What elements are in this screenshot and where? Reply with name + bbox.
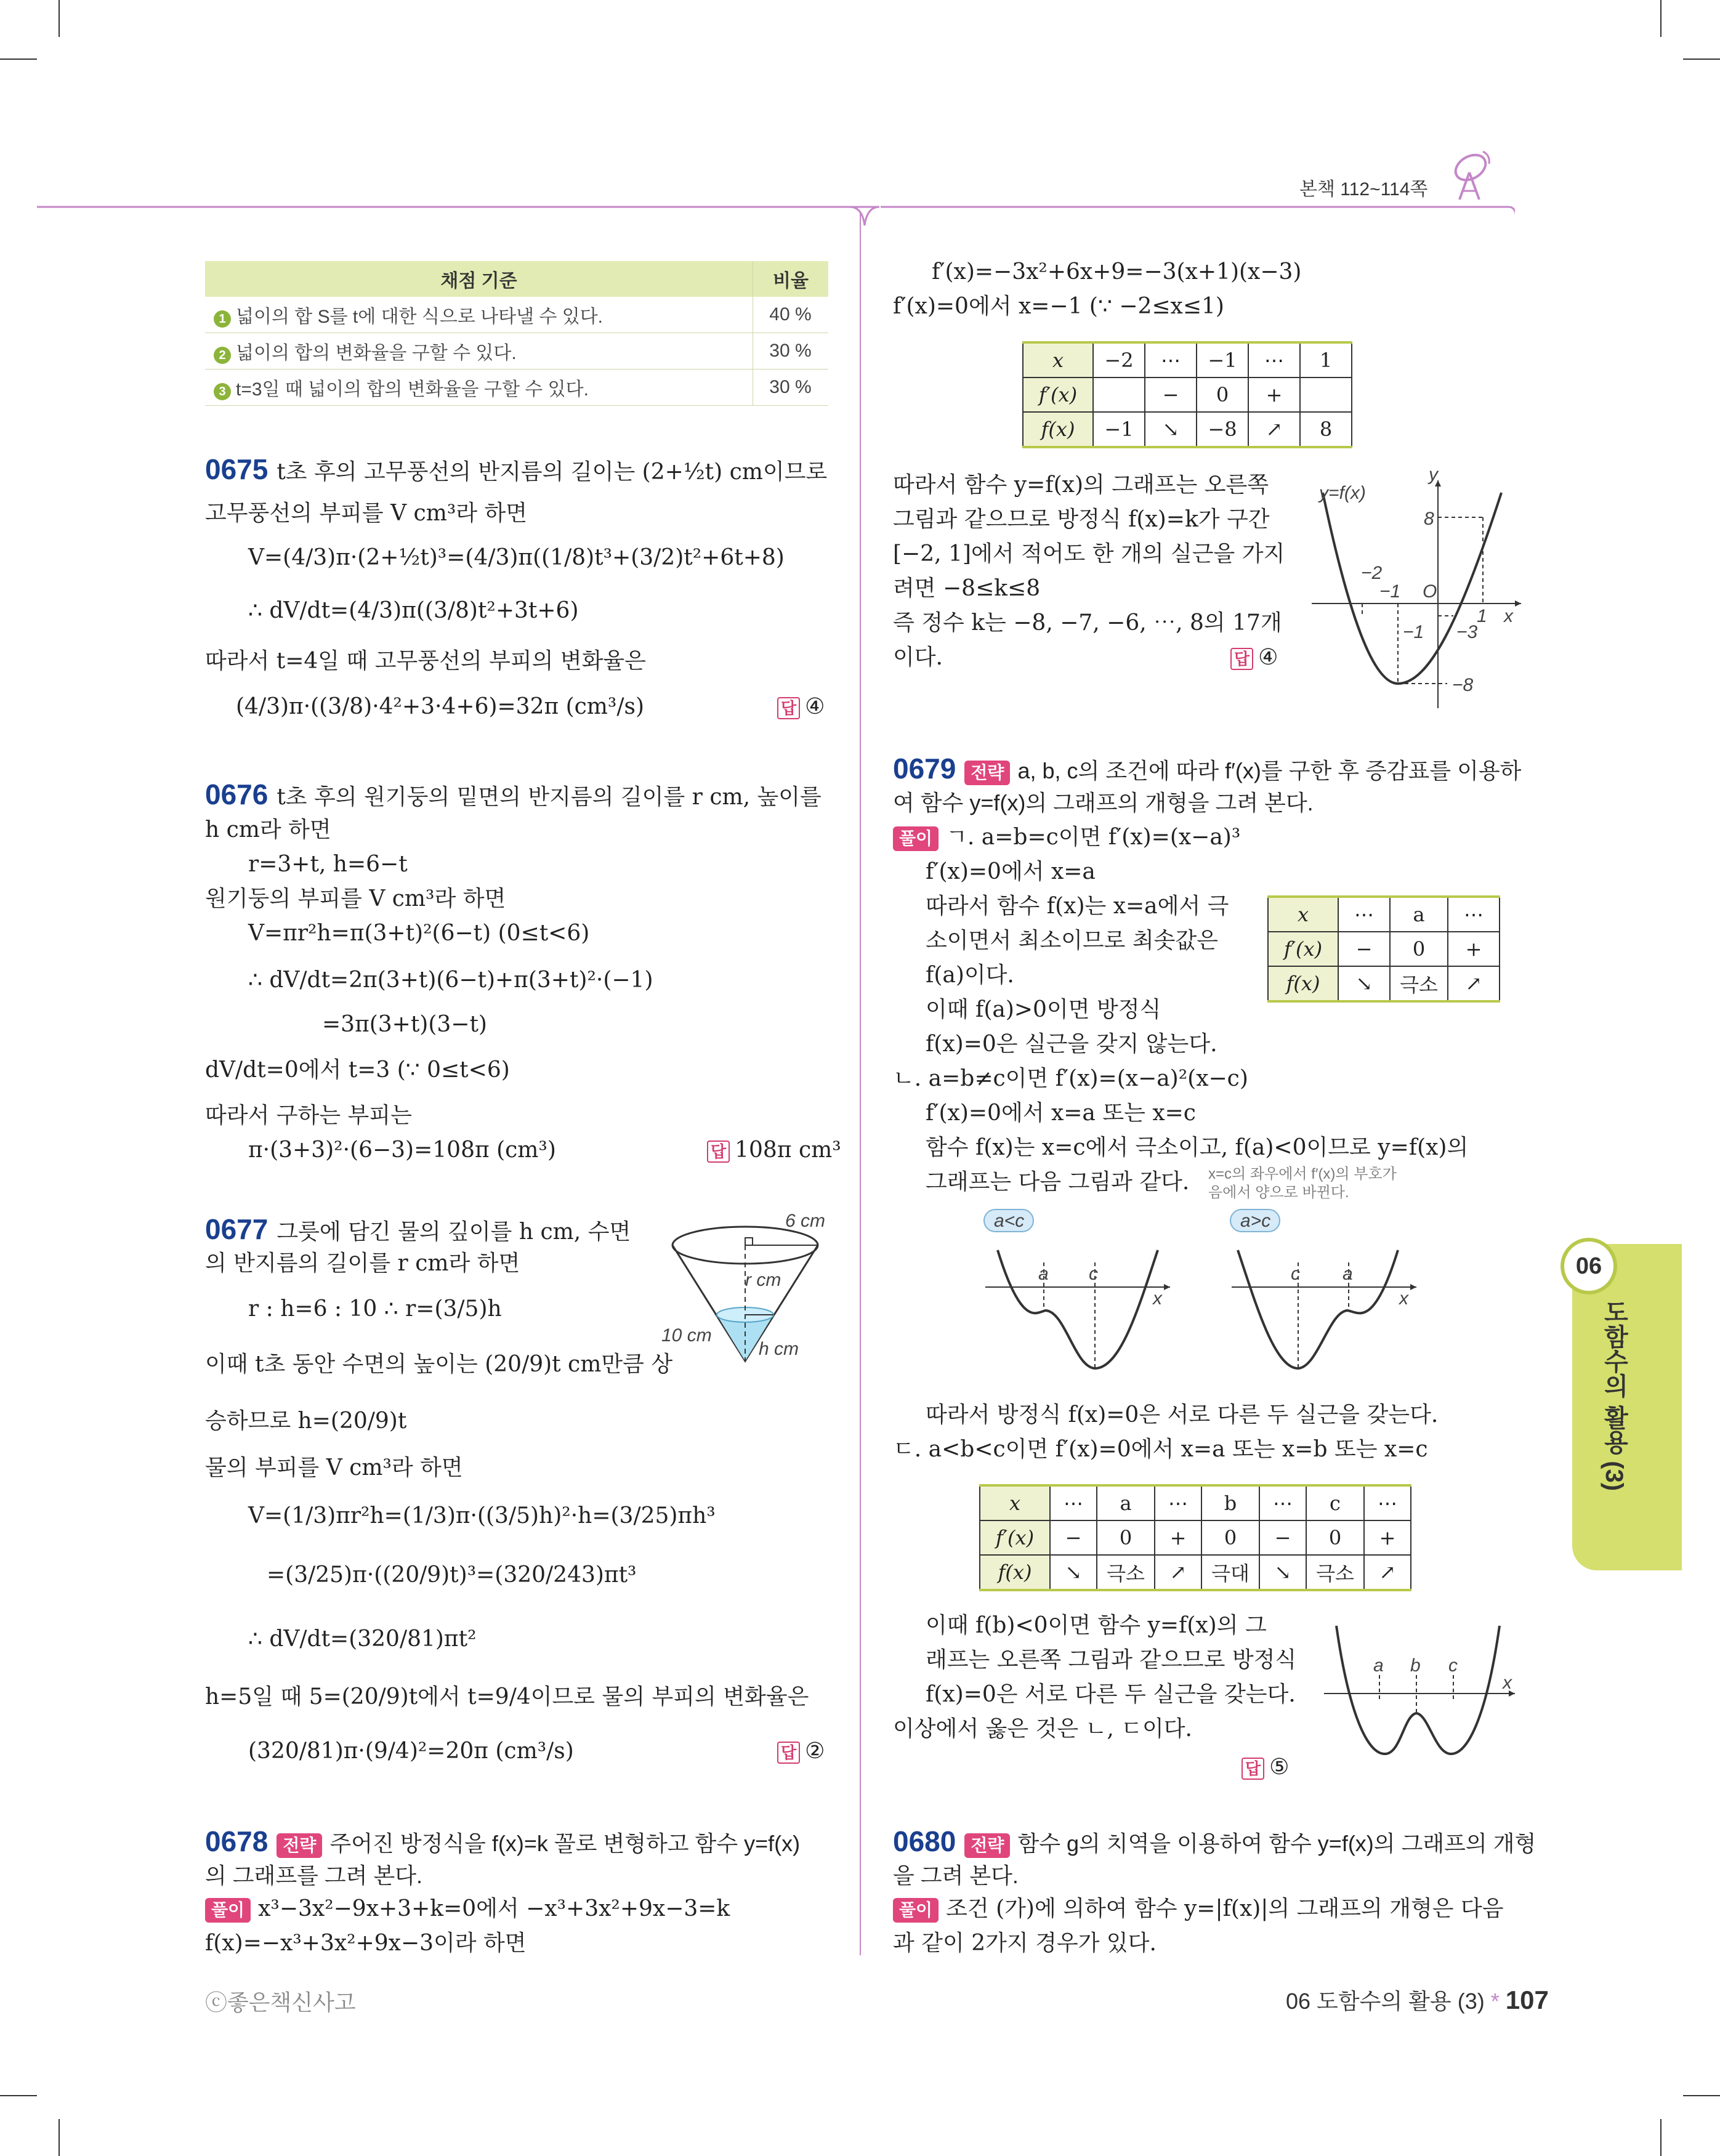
- table-cell: f′(x): [980, 1520, 1050, 1555]
- table-cell: −: [1338, 932, 1390, 966]
- strategy-text: a, b, c의 조건에 따라 f′(x)를 구한 후 증감표를 이용하: [1017, 758, 1522, 783]
- equation-line: f′(x)=0에서 x=a: [926, 859, 1096, 884]
- table-cell: 1: [1300, 342, 1352, 378]
- text-line: 의 반지름의 길이를 r cm라 하면: [205, 1251, 520, 1276]
- cone-figure: [653, 1213, 838, 1373]
- note-line: x=c의 좌우에서 f′(x)의 부호가: [1208, 1166, 1397, 1182]
- text-line: 그릇에 담긴 물의 깊이를 h cm, 수면: [277, 1219, 631, 1245]
- crop-mark: [1660, 2119, 1661, 2156]
- table-cell: b: [1201, 1485, 1259, 1520]
- crop-mark: [1683, 59, 1720, 60]
- text-line: [−2, 1]에서 적어도 한 개의 실근을 가지: [893, 541, 1285, 567]
- equation-line: (4/3)π·((3/8)·4²+3·4+6)=32π (cm³/s): [236, 694, 645, 719]
- text-line: h cm라 하면: [205, 817, 331, 842]
- criteria-text: 넓이의 합의 변화율을 구할 수 있다.: [236, 343, 517, 363]
- table-cell: −: [1145, 378, 1197, 412]
- text-line: 과 같이 2가지 경우가 있다.: [893, 1931, 1157, 1956]
- text-line: 그림과 같으므로 방정식 f(x)=k가 구간: [893, 507, 1270, 532]
- text-line: 따라서 함수 f(x)는 x=a에서 극: [926, 894, 1229, 919]
- strategy-tag: 전략: [964, 1833, 1010, 1858]
- table-cell: [1093, 378, 1145, 412]
- table-cell: [1300, 378, 1352, 412]
- crop-mark: [59, 0, 60, 37]
- equation-line: r : h=6 : 10 ∴ r=(3/5)h: [248, 1296, 502, 1322]
- table-cell: −1: [1197, 342, 1248, 378]
- table-cell: 8: [1300, 412, 1352, 447]
- page-reference: 본책 112~114쪽: [1299, 179, 1428, 200]
- equation-line: ∴ dV/dt=2π(3+t)(6−t)+π(3+t)²·(−1): [248, 967, 653, 993]
- graph-case-c: [1318, 1613, 1521, 1761]
- function-label: y=f(x): [1319, 483, 1366, 503]
- crop-mark: [1660, 0, 1661, 37]
- table-row: [1268, 932, 1500, 966]
- ratio-value: 30 %: [753, 333, 829, 369]
- table-cell: ⋯: [1050, 1485, 1097, 1520]
- text-line: 려면 −8≤k≤8: [893, 576, 1041, 601]
- table-cell: x: [980, 1485, 1050, 1520]
- chapter-side-title: 도함수의 활용 (3): [1601, 1299, 1628, 1492]
- equation-line: V=(4/3)π·(2+½t)³=(4/3)π((1/8)t³+(3/2)t²+6t+8): [248, 545, 785, 570]
- page-number: 107: [1505, 1985, 1549, 2014]
- answer-value: 108π cm³: [735, 1137, 841, 1163]
- case-label: a>c: [1240, 1211, 1271, 1231]
- cone-top-label: 6 cm: [785, 1213, 826, 1231]
- criteria-text: 넓이의 합 S를 t에 대한 식으로 나타낼 수 있다.: [236, 307, 604, 327]
- text-line: t초 후의 고무풍선의 반지름의 길이는 (2+½t) cm이므로: [277, 459, 828, 485]
- table-row: [980, 1520, 1411, 1555]
- answer-mark: 답: [707, 1141, 730, 1163]
- table-cell: 극소: [1390, 966, 1448, 1001]
- table-row: [1023, 342, 1352, 378]
- strategy-text: 을 그려 본다.: [893, 1863, 1019, 1888]
- answer-mark: 답: [1230, 648, 1253, 670]
- text-line: 따라서 방정식 f(x)=0은 서로 다른 두 실근을 갖는다.: [926, 1402, 1439, 1427]
- equation-line: f′(x)=0에서 x=−1 (∵ −2≤x≤1): [893, 294, 1224, 319]
- x-axis-label: x: [1399, 1288, 1408, 1309]
- tick-label: −1: [1379, 581, 1401, 602]
- answer-0679: [1242, 1751, 1289, 1783]
- table-row: [1268, 966, 1500, 1001]
- answer-value: ②: [805, 1738, 825, 1764]
- problem-0675: [205, 453, 827, 488]
- text-line: h=5일 때 5=(20/9)t에서 t=9/4이므로 물의 부피의 변화율은: [205, 1684, 809, 1710]
- text-line: 조건 (가)에 의하여 함수 y=|f(x)|의 그래프의 개형은 다음: [946, 1896, 1504, 1921]
- equation-line: f′(x)=0에서 x=a 또는 x=c: [926, 1100, 1196, 1126]
- equation-line: f′(x)=−3x²+6x+9=−3(x+1)(x−3): [932, 259, 1302, 285]
- solution-tag: 풀이: [893, 1898, 939, 1923]
- tick-label: −1: [1403, 622, 1424, 642]
- x-axis-label: x: [1503, 1673, 1512, 1693]
- answer-mark: 답: [777, 1742, 800, 1764]
- table-row: [205, 369, 828, 406]
- footer-separator: *: [1490, 1988, 1500, 2014]
- text-line: 따라서 t=4일 때 고무풍선의 부피의 변화율은: [205, 648, 646, 674]
- text-line: 소이면서 최소이므로 최솟값은: [926, 928, 1218, 953]
- table-cell: f(x): [1023, 412, 1093, 447]
- x-axis-label: x: [1504, 606, 1513, 626]
- text-line: 이때 f(a)>0이면 방정식: [926, 997, 1161, 1022]
- problem-0679: [893, 753, 1521, 788]
- origin-label: O: [1423, 581, 1437, 602]
- strategy-tag: 전략: [277, 1833, 322, 1858]
- equation-line: x³−3x²−9x+3+k=0에서 −x³+3x²+9x−3=k: [258, 1896, 730, 1921]
- text-line: 따라서 함수 y=f(x)의 그래프는 오른쪽: [893, 472, 1269, 498]
- problem-0678: [205, 1825, 800, 1860]
- table-cell: ⋯: [1155, 1485, 1201, 1520]
- table-cell: ↘: [1050, 1555, 1097, 1590]
- problem-0677: [205, 1213, 631, 1248]
- text-line: 래프는 오른쪽 그림과 같으므로 방정식: [926, 1647, 1297, 1673]
- note-line: 음에서 양으로 바뀐다.: [1208, 1184, 1349, 1201]
- problem-number: 0675: [205, 453, 268, 485]
- point-label: c: [1291, 1264, 1300, 1284]
- table-cell: f(x): [980, 1555, 1050, 1590]
- table-cell: a: [1097, 1485, 1155, 1520]
- table-cell: −: [1050, 1520, 1097, 1555]
- crop-mark: [1683, 2095, 1720, 2096]
- step-number: 3: [214, 383, 231, 400]
- table-cell: f(x): [1268, 966, 1338, 1001]
- equation-line: V=(1/3)πr²h=(1/3)π·((3/5)h)²·h=(3/25)πh³: [248, 1503, 716, 1528]
- table-cell: ↘: [1145, 412, 1197, 447]
- point-label: a: [1038, 1264, 1049, 1284]
- table-row: [980, 1555, 1411, 1590]
- equation-line: π·(3+3)²·(6−3)=108π (cm³): [248, 1137, 556, 1163]
- answer-value: ⑤: [1269, 1754, 1290, 1780]
- table-cell: −: [1259, 1520, 1306, 1555]
- table-cell: 0: [1197, 378, 1248, 412]
- equation-line: f(x)=−x³+3x²+9x−3이라 하면: [205, 1931, 527, 1956]
- crop-mark: [0, 59, 37, 60]
- answer-value: ④: [805, 694, 825, 719]
- variation-table-c: [979, 1484, 1411, 1591]
- table-row: [205, 333, 828, 369]
- sign-change-note: [1208, 1165, 1397, 1202]
- table-cell: a: [1390, 897, 1448, 932]
- table-cell: 극소: [1097, 1555, 1155, 1590]
- equation-line: dV/dt=0에서 t=3 (∵ 0≤t<6): [205, 1057, 510, 1083]
- answer-0676: [707, 1134, 841, 1166]
- grading-header-criteria: 채점 기준: [205, 261, 753, 297]
- criteria-text: t=3일 때 넓이의 합의 변화율을 구할 수 있다.: [236, 379, 589, 400]
- text-line: 함수 f(x)는 x=c에서 극소이고, f(a)<0이므로 y=f(x)의: [926, 1135, 1469, 1160]
- tick-label: 1: [1477, 606, 1487, 626]
- problem-number: 0677: [205, 1213, 268, 1245]
- text-line: 이상에서 옳은 것은 ㄴ, ㄷ이다.: [893, 1716, 1192, 1742]
- table-cell: ⋯: [1364, 1485, 1411, 1520]
- footer-chapter-title: 06 도함수의 활용 (3): [1286, 1988, 1485, 2014]
- footer-chapter: [1286, 1984, 1549, 2016]
- text-line: f(x)=0은 서로 다른 두 실근을 갖는다.: [926, 1682, 1296, 1707]
- cubic-graph: [1306, 468, 1527, 714]
- table-cell: ↘: [1259, 1555, 1306, 1590]
- variation-table-a: [1267, 895, 1500, 1003]
- table-cell: ↗: [1155, 1555, 1201, 1590]
- solution-tag: 풀이: [205, 1898, 251, 1923]
- table-cell: −2: [1093, 342, 1145, 378]
- step-number: 2: [214, 347, 231, 364]
- tick-label: −8: [1452, 675, 1474, 695]
- text-line: 이때 f(b)<0이면 함수 y=f(x)의 그: [926, 1613, 1267, 1638]
- grading-header-ratio: 비율: [753, 261, 829, 297]
- table-cell: ↗: [1248, 412, 1300, 447]
- problem-number: 0678: [205, 1825, 268, 1857]
- text-line: 승하므로 h=(20/9)t: [205, 1408, 407, 1434]
- table-cell: ⋯: [1145, 342, 1197, 378]
- cone-depth-label: h cm: [759, 1339, 799, 1359]
- equation-line: ∴ dV/dt=(4/3)π((3/8)t²+3t+6): [248, 598, 579, 623]
- table-cell: f′(x): [1268, 932, 1338, 966]
- point-label: c: [1089, 1264, 1098, 1284]
- problem-number: 0676: [205, 778, 268, 810]
- table-cell: ⋯: [1448, 897, 1500, 932]
- table-row: [1268, 897, 1500, 932]
- problem-0676: [205, 778, 822, 814]
- copyright: ⓒ좋은책신사고: [205, 1990, 356, 2015]
- equation-line: r=3+t, h=6−t: [248, 852, 408, 877]
- text-line: 따라서 구하는 부피는: [205, 1103, 412, 1128]
- text-line: 그래프는 다음 그림과 같다.: [926, 1169, 1190, 1195]
- x-axis-label: x: [1153, 1288, 1162, 1309]
- tick-label: −3: [1456, 622, 1478, 642]
- antenna-icon: [1447, 143, 1496, 204]
- table-row: [205, 297, 828, 333]
- equation-line: ㄱ. a=b=c이면 f′(x)=(x−a)³: [946, 825, 1241, 850]
- table-cell: ↘: [1338, 966, 1390, 1001]
- solution-line: [893, 1893, 1504, 1925]
- table-cell: 0: [1097, 1520, 1155, 1555]
- case-label: a<c: [994, 1211, 1025, 1231]
- table-cell: 0: [1306, 1520, 1364, 1555]
- text-line: 고무풍선의 부피를 V cm³라 하면: [205, 501, 528, 526]
- text-line: f(x)=0은 실근을 갖지 않는다.: [926, 1032, 1217, 1057]
- tick-label: −2: [1361, 563, 1383, 583]
- solution-line: [893, 822, 1240, 854]
- strategy-text: 함수 g의 치역을 이용하여 함수 y=f(x)의 그래프의 개형: [1017, 1831, 1536, 1856]
- crop-mark: [59, 2119, 60, 2156]
- strategy-text: 주어진 방정식을 f(x)=k 꼴로 변형하고 함수 y=f(x): [329, 1831, 801, 1856]
- grading-table: [205, 261, 828, 406]
- table-cell: −8: [1197, 412, 1248, 447]
- answer-0677: [777, 1735, 825, 1767]
- point-label: b: [1410, 1655, 1421, 1676]
- equation-line: =(3/25)π·((20/9)t)³=(320/243)πt³: [267, 1562, 637, 1588]
- table-cell: x: [1268, 897, 1338, 932]
- ratio-value: 40 %: [753, 297, 829, 333]
- ratio-value: 30 %: [753, 369, 829, 406]
- text-line: 이다.: [893, 645, 943, 670]
- problem-0680: [893, 1825, 1536, 1860]
- step-number: 1: [214, 310, 231, 328]
- tick-label: 8: [1424, 509, 1434, 529]
- table-cell: ⋯: [1338, 897, 1390, 932]
- cone-height-label: 10 cm: [661, 1325, 712, 1346]
- equation-line: =3π(3+t)(3−t): [322, 1012, 487, 1037]
- table-cell: 극대: [1201, 1555, 1259, 1590]
- strategy-tag: 전략: [964, 761, 1010, 785]
- equation-line: (320/81)π·(9/4)²=20π (cm³/s): [248, 1738, 574, 1764]
- table-row: [980, 1485, 1411, 1520]
- table-cell: 0: [1201, 1520, 1259, 1555]
- table-row: [1023, 378, 1352, 412]
- table-cell: −1: [1093, 412, 1145, 447]
- table-cell: ↗: [1364, 1555, 1411, 1590]
- table-cell: +: [1364, 1520, 1411, 1555]
- answer-mark: 답: [1242, 1758, 1264, 1780]
- table-cell: +: [1248, 378, 1300, 412]
- answer-value: ④: [1258, 645, 1278, 670]
- equation-line: V=πr²h=π(3+t)²(6−t) (0≤t<6): [248, 921, 590, 946]
- variation-table-0678: [1022, 341, 1352, 448]
- chapter-number-badge: 06: [1561, 1238, 1617, 1294]
- answer-0678: [1230, 642, 1278, 674]
- solution-tag: 풀이: [893, 826, 939, 851]
- table-cell: ⋯: [1248, 342, 1300, 378]
- y-axis-label: y: [1429, 468, 1438, 485]
- header-rule: [37, 197, 1515, 246]
- problem-number: 0679: [893, 753, 956, 785]
- text-line: t초 후의 원기둥의 밑면의 반지름의 길이를 r cm, 높이를: [277, 785, 822, 810]
- text-line: f(a)이다.: [926, 963, 1014, 988]
- table-cell: +: [1155, 1520, 1201, 1555]
- graph-a-greater-c: [1219, 1207, 1429, 1379]
- text-line: 즉 정수 k는 −8, −7, −6, ⋯, 8의 17개: [893, 610, 1282, 636]
- point-label: a: [1342, 1264, 1353, 1284]
- problem-number: 0680: [893, 1825, 956, 1857]
- column-divider: [860, 212, 861, 1955]
- table-cell: f′(x): [1023, 378, 1093, 412]
- table-cell: +: [1448, 932, 1500, 966]
- answer-0675: [777, 691, 825, 723]
- table-cell: ⋯: [1259, 1485, 1306, 1520]
- crop-mark: [0, 2095, 37, 2096]
- table-cell: 극소: [1306, 1555, 1364, 1590]
- text-line: 물의 부피를 V cm³라 하면: [205, 1455, 463, 1480]
- table-cell: ↗: [1448, 966, 1500, 1001]
- table-cell: c: [1306, 1485, 1364, 1520]
- equation-line: ㄷ. a<b<c이면 f′(x)=0에서 x=a 또는 x=b 또는 x=c: [893, 1437, 1428, 1462]
- cone-radius-label: r cm: [745, 1270, 781, 1290]
- graph-a-less-c: [973, 1207, 1182, 1379]
- solution-line: [205, 1893, 730, 1925]
- point-label: a: [1373, 1655, 1384, 1676]
- point-label: c: [1448, 1655, 1458, 1676]
- text-line: 원기둥의 부피를 V cm³라 하면: [205, 886, 506, 911]
- strategy-text: 여 함수 y=f(x)의 그래프의 개형을 그려 본다.: [893, 790, 1314, 815]
- table-row: [1023, 412, 1352, 447]
- answer-mark: 답: [777, 697, 800, 719]
- equation-line: ∴ dV/dt=(320/81)πt²: [248, 1626, 477, 1652]
- equation-line: ㄴ. a=b≠c이면 f′(x)=(x−a)²(x−c): [893, 1066, 1248, 1091]
- text-line: 이때 t초 동안 수면의 높이는 (20/9)t cm만큼 상: [205, 1352, 673, 1377]
- strategy-text: 의 그래프를 그려 본다.: [205, 1863, 422, 1888]
- table-cell: 0: [1390, 932, 1448, 966]
- table-cell: x: [1023, 342, 1093, 378]
